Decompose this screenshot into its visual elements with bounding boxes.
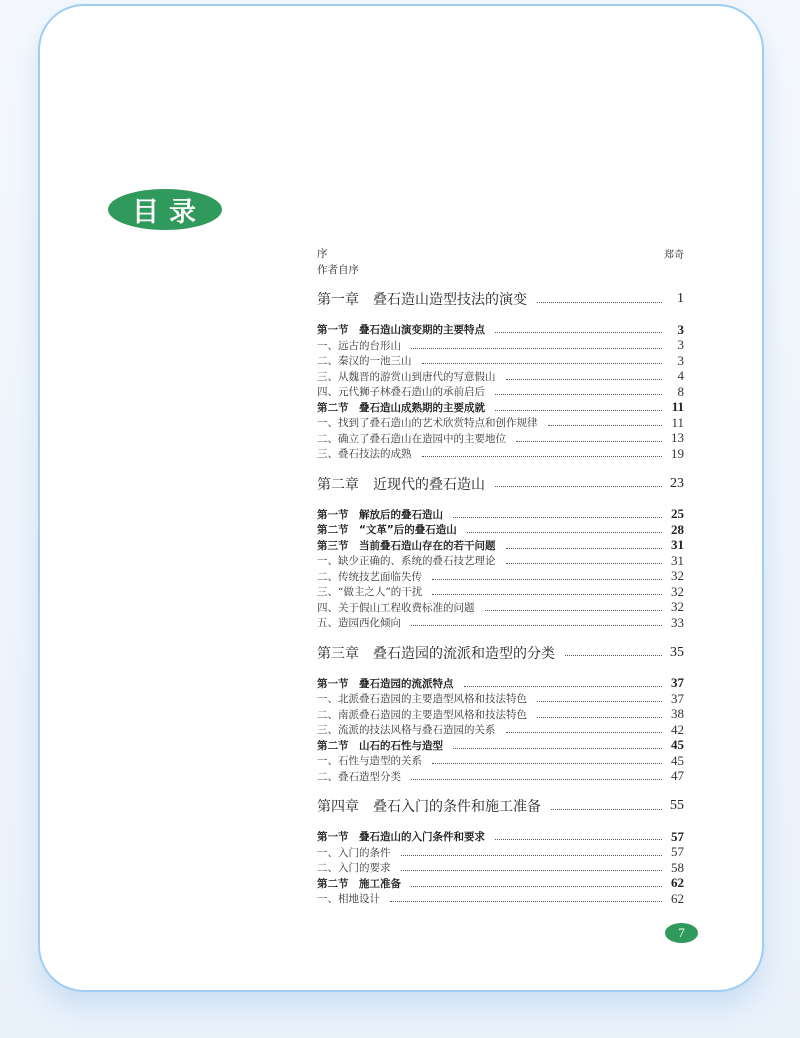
entry-title: 四、关于假山工程收费标准的问题 xyxy=(317,601,475,614)
toc-subsection[interactable] xyxy=(317,431,684,447)
entry-title: 二、叠石造型分类 xyxy=(317,770,401,783)
dot-leader xyxy=(495,394,662,395)
dot-leader xyxy=(551,809,662,810)
dot-leader xyxy=(485,610,663,611)
toc-subsection[interactable] xyxy=(317,860,684,876)
dot-leader xyxy=(565,655,662,656)
entry-title: 第二节 山石的石性与造型 xyxy=(317,739,443,752)
dot-leader xyxy=(432,579,662,580)
entry-page: 55 xyxy=(670,798,684,813)
entry-title: 第三节 当前叠石造山存在的若干问题 xyxy=(317,539,496,552)
dot-leader xyxy=(432,594,662,595)
entry-title: 一、缺少正确的、系统的叠石技艺理论 xyxy=(317,555,496,568)
toc-section[interactable] xyxy=(317,538,684,554)
toc-subsection[interactable] xyxy=(317,707,684,723)
entry-page: 32 xyxy=(671,583,684,599)
dot-leader xyxy=(411,625,662,626)
entry-title: 第一节 解放后的叠石造山 xyxy=(317,508,443,521)
entry-page: 45 xyxy=(671,737,684,753)
dot-leader xyxy=(506,379,663,380)
entry-page: 28 xyxy=(671,521,684,537)
dot-leader xyxy=(411,886,662,887)
dot-leader xyxy=(390,901,662,902)
dot-leader xyxy=(411,779,662,780)
toc-subsection[interactable] xyxy=(317,600,684,616)
entry-page: 58 xyxy=(671,859,684,875)
dot-leader xyxy=(401,870,663,871)
dot-leader xyxy=(453,748,662,749)
entry-title: 二、传统技艺面临失传 xyxy=(317,570,422,583)
entry-title: 第一章 叠石造山造型技法的演变 xyxy=(317,292,527,308)
entry-page: 57 xyxy=(671,844,684,860)
entry-title: 第三章 叠石造园的流派和造型的分类 xyxy=(317,645,555,662)
entry-title: 二、秦汉的一池三山 xyxy=(317,355,412,368)
entry-page: 23 xyxy=(670,475,684,491)
toc-chapter[interactable] xyxy=(317,290,684,308)
dot-leader xyxy=(495,410,662,411)
page-number-badge: 7 xyxy=(665,923,698,943)
toc-chapter[interactable] xyxy=(317,797,684,815)
entry-title: 一、找到了叠石造山的艺术欣赏特点和创作规律 xyxy=(317,417,538,430)
entry-page: 42 xyxy=(671,721,684,737)
toc-chapter[interactable] xyxy=(317,644,684,662)
entry-page: 38 xyxy=(671,706,684,722)
entry-title: 一、相地设计 xyxy=(317,893,380,906)
entry-page: 31 xyxy=(671,537,684,553)
entry-title: 第一节 叠石造山演变期的主要特点 xyxy=(317,324,485,337)
entry-title: 一、北派叠石造园的主要造型风格和技法特色 xyxy=(317,693,527,706)
entry-page: 19 xyxy=(671,445,684,461)
toc-section[interactable] xyxy=(317,738,684,754)
dot-leader xyxy=(467,532,662,533)
toc-subsection[interactable] xyxy=(317,553,684,569)
entry-page: 1 xyxy=(677,291,684,306)
toc-subsection[interactable] xyxy=(317,353,684,369)
preface-author: 郑奇 xyxy=(664,249,684,261)
entry-page: 31 xyxy=(671,552,684,568)
toc-title-badge: 目录 xyxy=(108,189,222,230)
toc-subsection[interactable] xyxy=(317,338,684,354)
entry-title: 一、远古的台形山 xyxy=(317,339,401,352)
entry-title: 二、南派叠石造园的主要造型风格和技法特色 xyxy=(317,708,527,721)
toc-subsection[interactable] xyxy=(317,845,684,861)
entry-title: 第二节 叠石造山成熟期的主要成就 xyxy=(317,401,485,414)
toc-subsection[interactable] xyxy=(317,615,684,631)
entry-page: 37 xyxy=(671,690,684,706)
entry-page: 3 xyxy=(677,352,684,368)
dot-leader xyxy=(411,348,662,349)
dot-leader xyxy=(537,717,662,718)
toc-subsection[interactable] xyxy=(317,569,684,585)
dot-leader xyxy=(516,441,662,442)
toc-chapter[interactable] xyxy=(317,475,684,493)
dot-leader xyxy=(506,548,663,549)
entry-page: 45 xyxy=(671,752,684,768)
dot-leader xyxy=(506,732,663,733)
dot-leader xyxy=(537,302,662,303)
author-preface-label: 作者自序 xyxy=(317,263,359,276)
entry-title: 第一节 叠石造山的入门条件和要求 xyxy=(317,831,485,844)
toc-subsection[interactable] xyxy=(317,753,684,769)
toc-section[interactable] xyxy=(317,400,684,416)
dot-leader xyxy=(432,763,662,764)
entry-page: 11 xyxy=(671,399,684,415)
toc-subsection[interactable] xyxy=(317,384,684,400)
dot-leader xyxy=(495,839,662,840)
dot-leader xyxy=(537,701,662,702)
entry-page: 25 xyxy=(671,506,684,522)
dot-leader xyxy=(453,517,662,518)
dot-leader xyxy=(495,486,662,487)
entry-page: 8 xyxy=(677,383,684,399)
toc-entries xyxy=(317,290,684,907)
entry-title: 第四章 叠石入门的条件和施工准备 xyxy=(317,799,541,815)
dot-leader xyxy=(422,456,663,457)
preface-label: 序 xyxy=(317,247,328,260)
toc-section[interactable] xyxy=(317,522,684,538)
toc-section[interactable] xyxy=(317,507,684,523)
toc-subsection[interactable] xyxy=(317,584,684,600)
toc-subsection[interactable] xyxy=(317,769,684,785)
entry-page: 4 xyxy=(677,368,684,384)
entry-title: 二、确立了叠石造山在造园中的主要地位 xyxy=(317,432,506,445)
toc-section[interactable] xyxy=(317,876,684,892)
entry-title: 第二章 近现代的叠石造山 xyxy=(317,476,485,493)
toc-section[interactable] xyxy=(317,676,684,692)
toc-section[interactable] xyxy=(317,322,684,338)
entry-title: 第二节 “文革”后的叠石造山 xyxy=(317,524,457,537)
table-of-contents xyxy=(317,245,684,907)
entry-title: 五、造园西化倾向 xyxy=(317,617,401,630)
dot-leader xyxy=(401,855,663,856)
entry-title: 一、入门的条件 xyxy=(317,846,391,859)
dot-leader xyxy=(464,686,663,687)
entry-page: 47 xyxy=(671,768,684,784)
toc-subsection[interactable] xyxy=(317,891,684,907)
toc-subsection[interactable] xyxy=(317,415,684,431)
author-preface-row[interactable] xyxy=(317,261,684,277)
entry-page: 62 xyxy=(671,875,684,891)
toc-section[interactable] xyxy=(317,829,684,845)
entry-title: 三、叠石技法的成熟 xyxy=(317,448,412,461)
entry-page: 62 xyxy=(671,890,684,906)
toc-subsection[interactable] xyxy=(317,691,684,707)
dot-leader xyxy=(506,563,663,564)
entry-page: 3 xyxy=(677,321,684,337)
entry-page: 33 xyxy=(671,614,684,630)
entry-page: 57 xyxy=(671,828,684,844)
entry-page: 13 xyxy=(671,430,684,446)
entry-page: 37 xyxy=(671,675,684,691)
dot-leader xyxy=(548,425,663,426)
entry-title: 第二节 施工准备 xyxy=(317,877,401,890)
entry-page: 35 xyxy=(670,644,684,660)
dot-leader xyxy=(422,363,663,364)
toc-subsection[interactable] xyxy=(317,446,684,462)
entry-title: 三、“做主之人”的干扰 xyxy=(317,586,423,599)
entry-title: 四、元代狮子林叠石造山的承前启后 xyxy=(317,386,485,399)
entry-page: 3 xyxy=(677,337,684,353)
entry-title: 第一节 叠石造园的流派特点 xyxy=(317,677,454,690)
entry-page: 32 xyxy=(671,568,684,584)
toc-subsection[interactable] xyxy=(317,722,684,738)
entry-page: 11 xyxy=(671,414,684,430)
entry-title: 一、石性与造型的关系 xyxy=(317,755,422,768)
preface-row[interactable] xyxy=(317,245,684,261)
toc-subsection[interactable] xyxy=(317,369,684,385)
entry-title: 三、流派的技法风格与叠石造园的关系 xyxy=(317,724,496,737)
entry-page: 32 xyxy=(671,599,684,615)
entry-title: 二、入门的要求 xyxy=(317,862,391,875)
entry-title: 三、从魏晋的游赏山到唐代的写意假山 xyxy=(317,370,496,383)
dot-leader xyxy=(495,332,662,333)
